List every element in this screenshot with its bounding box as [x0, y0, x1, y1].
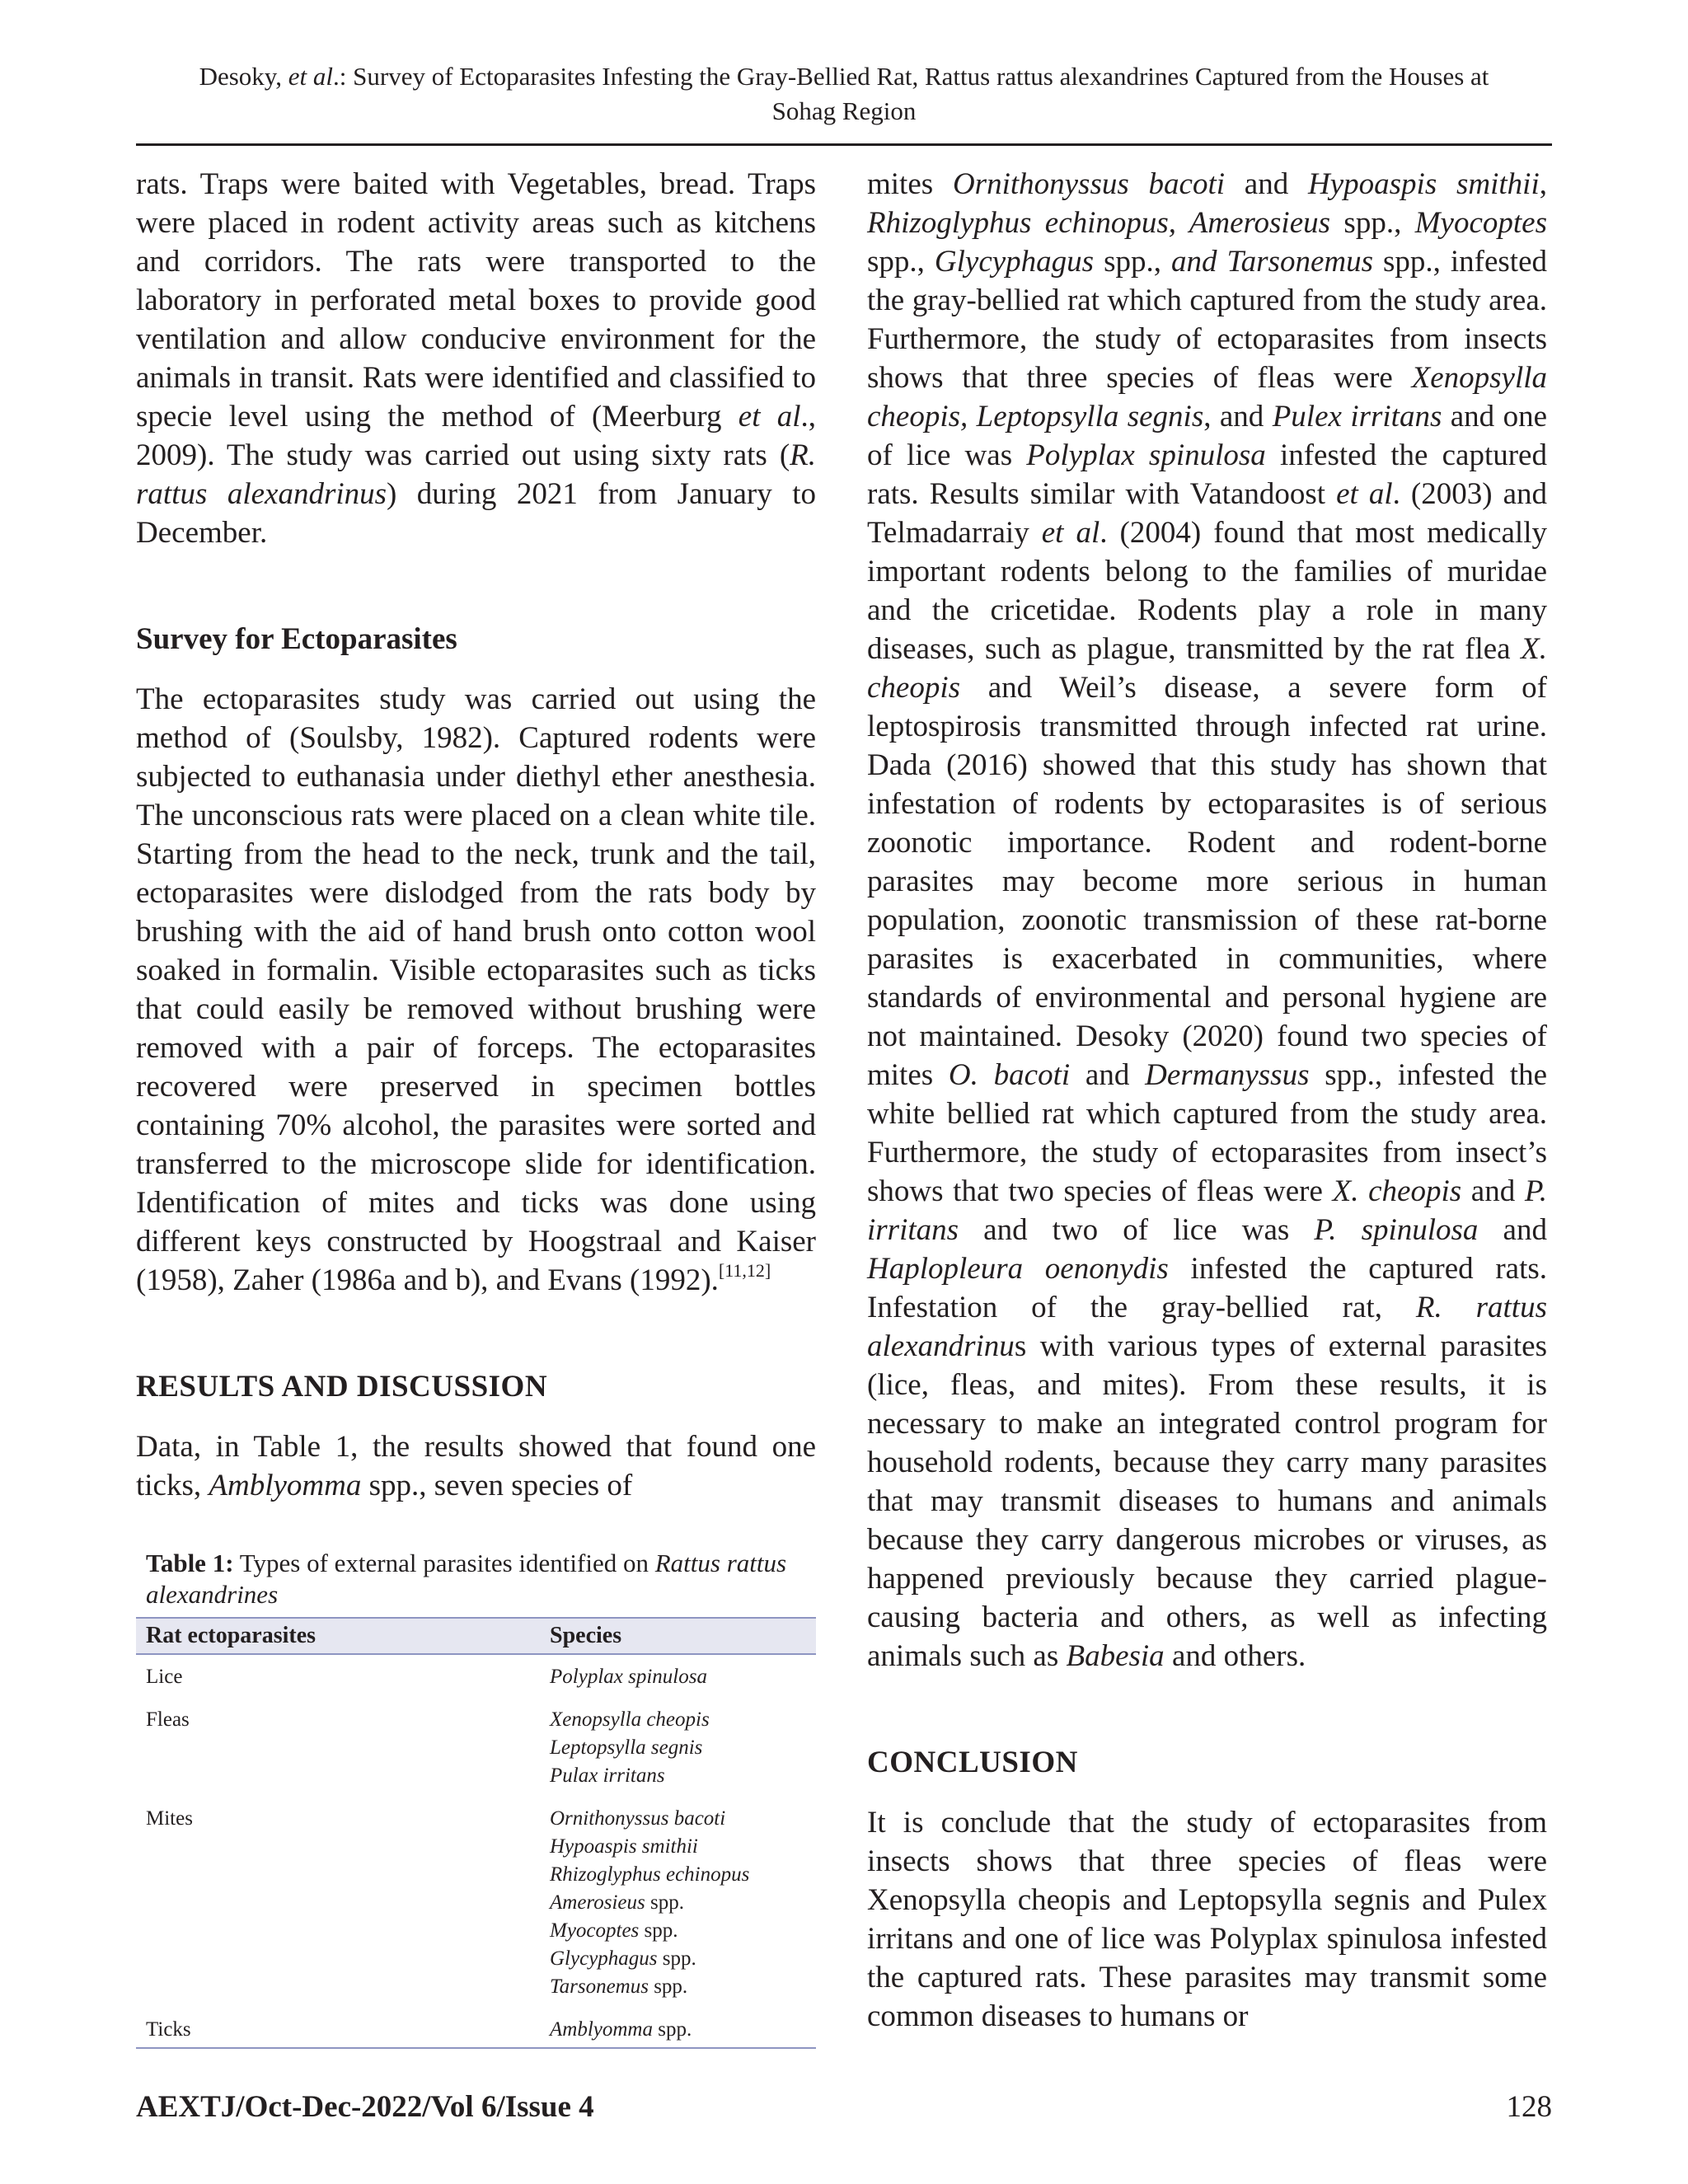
- journal-footer: AEXTJ/Oct-Dec-2022/Vol 6/Issue 4: [136, 2090, 594, 2124]
- species-name: Pulax irritans: [550, 1765, 665, 1787]
- discussion-paragraph: mites Ornithonyssus bacoti and Hypoaspis smithii, Rhizoglyphus echinopus, Amerosieus spp., Myocoptes spp., Glycyphagus spp., and Tarsonemus spp., infested the gray-bellied rat which captured from the study area. Furthermore, the study of ectoparasites from insects shows that three species of fleas were Xenopsylla cheopis, Leptopsylla segnis, and Pulex irritans and one of lice was Polyplax spinulosa infested the captured rats. Results similar with Vatandoost et al. (2003) and Telmadarraiy et al. (2004) found that most medically important rodents belong to the families of muridae and the cricetidae. Rodents play a role in many diseases, such as plague, transmitted by the rat flea X. cheopis and Weil’s disease, a severe form of leptospirosis transmitted through infected rat urine. Dada (2016) showed that this study has shown that infestation of rodents by ectoparasites is of serious zoonotic importance. Rodent and rodent-borne parasites may become more serious in human population, zoonotic transmission of these rat-borne parasites is exacerbated in communities, where standards of environmental and personal hygiene are not maintained. Desoky (2020) found two species of mites O. bacoti and Dermanyssus spp., infested the white bellied rat which captured from the study area. Furthermore, the study of ectoparasites from insect’s shows that two species of fleas were X. cheopis and P. irritans and two of lice was P. spinulosa and Haplopleura oenonydis infested the captured rats. Infestation of the gray-bellied rat, R. rattus alexandrinus with various types of external parasites (lice, fleas, and mites). From these results, it is necessary to make an integrated control program for household rodents, because they carry many parasites that may transmit diseases to humans and animals because they carry dangerous microbes or viruses, as happened previously because they carried plague-causing bacteria and others, as well as infecting animals such as Babesia and others.: [867, 167, 1547, 1673]
- table-cell-species: [540, 1797, 816, 2008]
- section-heading-results: RESULTS AND DISCUSSION: [136, 1370, 548, 1404]
- species-name: Hypoaspis smithii: [550, 1835, 698, 1858]
- running-header: [136, 59, 1552, 129]
- section-heading-conclusion: CONCLUSION: [867, 1746, 1078, 1779]
- species-name: Amblyomma spp.: [550, 2018, 692, 2041]
- ectoparasite-table: [136, 1617, 816, 2049]
- header-divider: [136, 143, 1552, 146]
- left-column: [136, 165, 816, 2049]
- table-cell-group: Fleas: [146, 1708, 190, 1731]
- results-paragraph: Data, in Table 1, the results showed that found one ticks, Amblyomma spp., seven species of: [136, 1430, 816, 1502]
- table-cell-group: Mites: [146, 1807, 193, 1830]
- table-cell-species: [540, 1698, 816, 1797]
- right-column: [867, 165, 1547, 2036]
- species-name: Leptopsylla segnis: [550, 1736, 703, 1759]
- species-name: Amerosieus spp.: [550, 1891, 684, 1914]
- species-name: Glycyphagus spp.: [550, 1947, 696, 1970]
- table-cell-group: Lice: [146, 1666, 183, 1688]
- species-name: Polyplax spinulosa: [550, 1666, 707, 1688]
- column-header-species: Species: [540, 1618, 816, 1654]
- methods-paragraph: rats. Traps were baited with Vegetables, bread. Traps were placed in rodent activity areas such as kitchens and corridors. The rats were transported to the laboratory in perforated metal boxes to provide good ventilation and allow conducive environment for the animals in transit. Rats were identified and classified to specie level using the method of (Meerburg et al., 2009). The study was carried out using sixty rats (R. rattus alexandrinus) during 2021 from January to December.: [136, 167, 817, 550]
- species-name: Xenopsylla cheopis: [550, 1708, 710, 1731]
- header-title: .: Survey of Ectoparasites Infesting the Gray-Bellied Rat, Rattus rattus alexandrines Captured from the Houses at: [333, 62, 1489, 91]
- running-header-line-2: Sohag Region: [771, 96, 917, 125]
- survey-paragraph: The ectoparasites study was carried out using the method of (Soulsby, 1982). Captured rodents were subjected to euthanasia under diethyl ether anesthesia. The unconscious rats were placed on a clean white tile. Starting from the head to the neck, trunk and the tail, ectoparasites were dislodged from the rats body by brushing with the aid of hand brush onto cotton wool soaked in formalin. Visible ectoparasites such as ticks that could easily be removed without brushing were removed with a pair of forceps. The ectoparasites recovered were preserved in specimen bottles containing 70% alcohol, the parasites were sorted and transferred to the microscope slide for identification. Identification of mites and ticks was done using different keys constructed by Hoogstraal and Kaiser (1958), Zaher (1986a and b), and Evans (1992).[11,12]: [136, 682, 816, 1297]
- running-header-line-1: [136, 59, 1552, 94]
- species-name: Rhizoglyphus echinopus: [550, 1863, 750, 1886]
- table-row: [136, 2008, 816, 2048]
- table-cell-species: [540, 2008, 816, 2048]
- table-cell-group: Ticks: [136, 2008, 540, 2048]
- species-name: Myocoptes spp.: [550, 1919, 678, 1942]
- conclusion-paragraph: It is conclude that the study of ectoparasites from insects shows that three species of fleas were Xenopsylla cheopis and Leptopsylla segnis and Pulex irritans and one of lice was Polyplax spinulosa infested the captured rats. These parasites may transmit some common diseases to humans or: [867, 1806, 1547, 2033]
- column-header-rat-ectoparasites: Rat ectoparasites: [136, 1618, 540, 1654]
- header-authors: Desoky,: [199, 62, 288, 91]
- table-cell-species: [540, 1654, 816, 1698]
- table-caption: Table 1: Types of external parasites identified on Rattus rattus alexandrines: [146, 1549, 787, 1609]
- page-number: 128: [1506, 2090, 1552, 2124]
- table-row: [136, 1797, 816, 2008]
- species-name: Tarsonemus spp.: [550, 1975, 688, 1998]
- section-heading-survey: Survey for Ectoparasites: [136, 622, 457, 656]
- table-row: [136, 1654, 816, 1698]
- table-row: [136, 1698, 816, 1797]
- citation-reference: [11,12]: [718, 1260, 771, 1281]
- species-name: Ornithonyssus bacoti: [550, 1807, 726, 1830]
- header-et-al: et al: [288, 62, 334, 91]
